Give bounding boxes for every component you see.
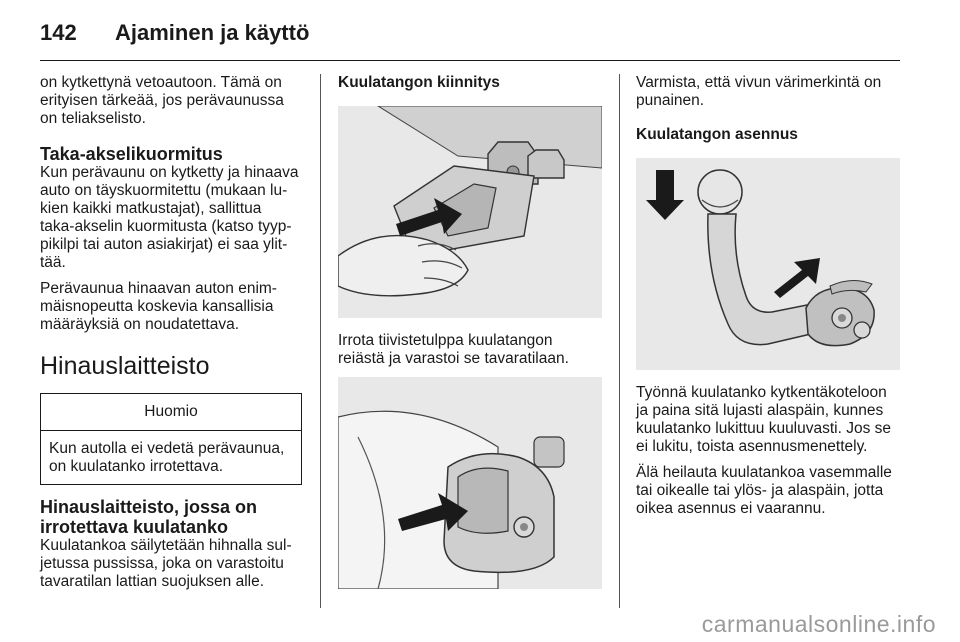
heading-removable-towbar: Hinauslaitteisto, jossa on irrotettava kuulatanko [40, 497, 258, 537]
heading-ball-bar-installation: Kuulatangon asennus [636, 126, 798, 143]
figure-remove-seal-plug [338, 106, 602, 318]
heading-ball-bar-attachment: Kuulatangon kiinnitys [338, 74, 500, 91]
heading-rear-axle-load: Taka-akselikuormitus [40, 144, 223, 164]
chapter-title: Ajaminen ja käyttö [115, 20, 310, 45]
column-middle [338, 74, 602, 589]
figure-caption: Irrota tiivistetulppa kuulatangon reiästä ja varastoi se tavaratilaan. [338, 332, 569, 367]
warning-paragraph: Älä heilauta kuulatankoa vasemmalle tai oikealle tai ylös- ja alaspäin, jotta oikea asennus ei vaarannu. [636, 464, 892, 517]
column-right [636, 74, 900, 518]
axle-paragraph: Kun perävaunu on kytketty ja hinaava auto on täyskuormitettu (mukaan lu- kien kaikki matkustajat), sallittua taka-akselin kuormitusta (katso tyyp- pikilpi tai auton asiakirjat) ei saa ylit- tää. [40, 164, 299, 271]
check-paragraph: Varmista, että vivun värimerkintä on punainen. [636, 74, 882, 109]
storage-paragraph: Kuulatankoa säilytetään hihnalla sul- jetussa pussissa, joka on varastoitu tavaratilan lattian suojuksen alle. [40, 537, 292, 590]
intro-paragraph: on kytkettynä vetoautoon. Tämä on erityisen tärkeää, jos perävaunussa on teliakselisto. [40, 74, 284, 127]
page-number: 142 [40, 20, 77, 45]
watermark: carmanualsonline.info [701, 611, 936, 637]
heading-towing-equipment: Hinauslaitteisto [40, 352, 210, 380]
notice-body: Kun autolla ei vedetä perävaunua, on kuulatanko irrotettava. [49, 440, 285, 475]
push-paragraph: Työnnä kuulatanko kytkentäkoteloon ja paina sitä lujasti alaspäin, kunnes kuulatanko lukittuu kuuluvasti. Jos se ei lukitu, toista asennusmenettely. [636, 384, 892, 455]
page-header [40, 16, 900, 61]
notice-title: Huomio [41, 394, 301, 431]
column-divider [619, 74, 620, 608]
column-left [40, 74, 302, 591]
figure-tow-receptacle [338, 377, 602, 589]
notice-box [40, 393, 302, 485]
column-divider [320, 74, 321, 608]
speed-paragraph: Perävaunua hinaavan auton enim- mäisnopeutta koskevia kansallisia määräyksiä on noudatettava. [40, 280, 277, 333]
figure-insert-ball-bar [636, 158, 900, 370]
